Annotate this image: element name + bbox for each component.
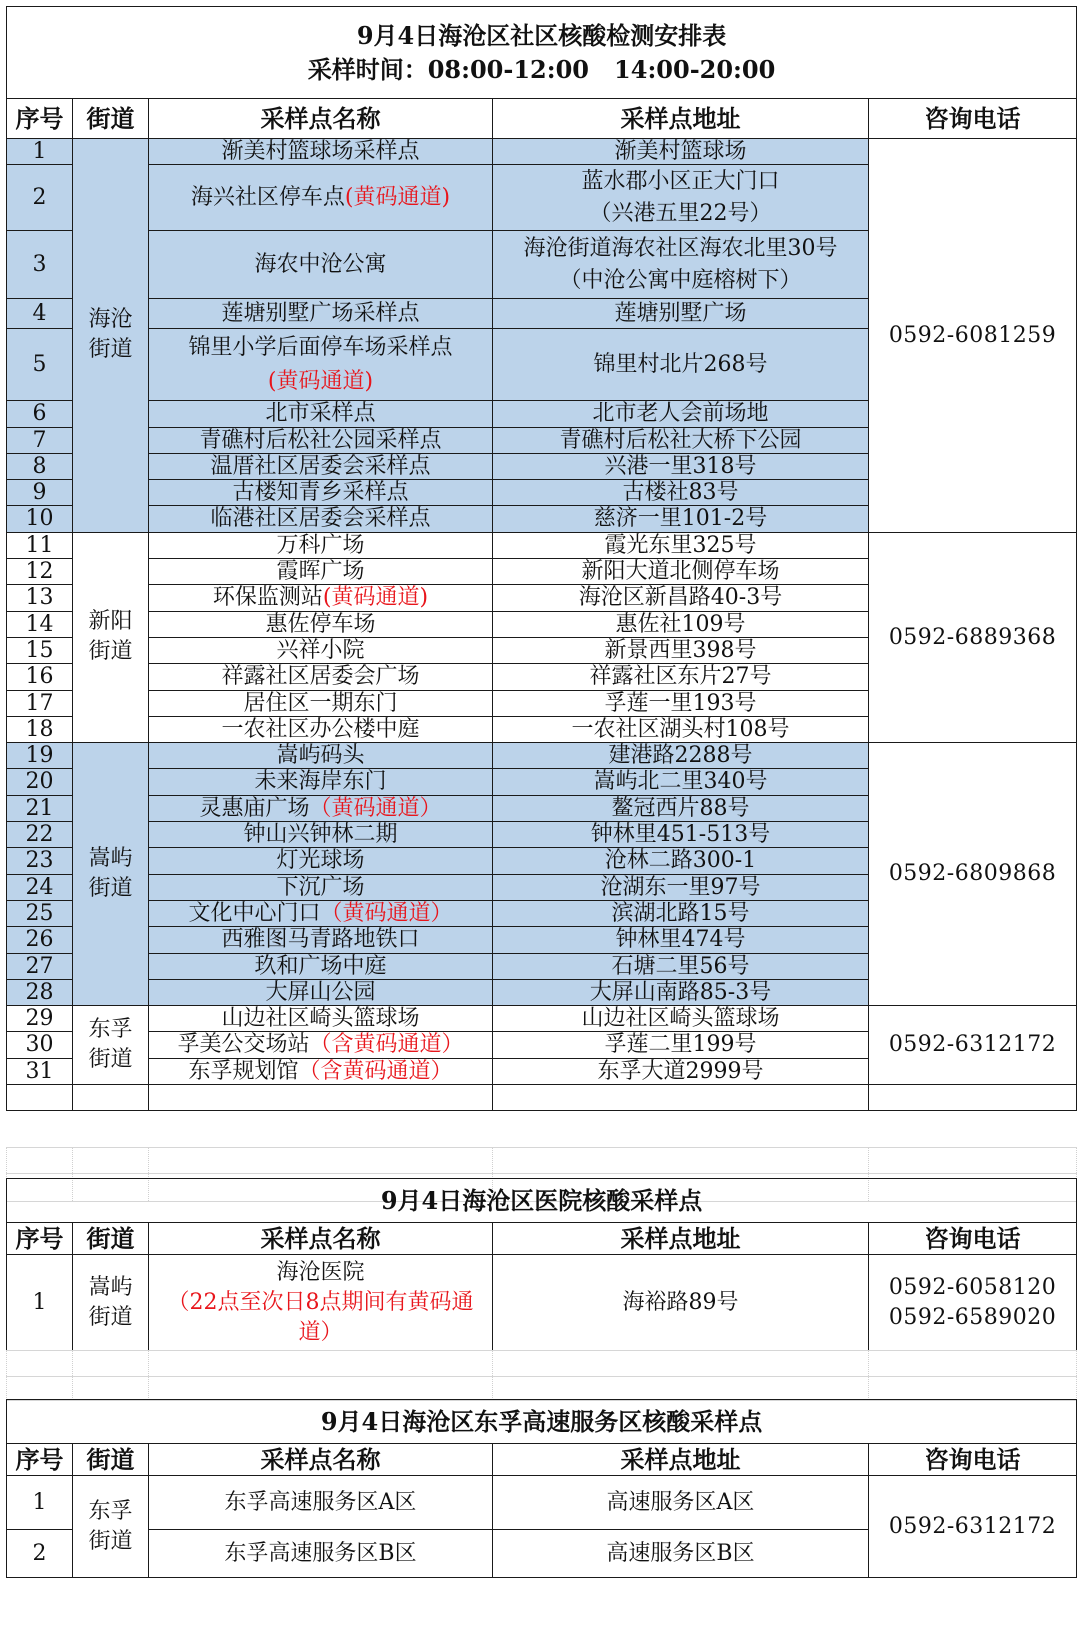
site-address: 兴港一里318号 xyxy=(493,453,869,479)
row-no: 30 xyxy=(7,1032,73,1058)
row-no: 11 xyxy=(7,532,73,558)
site-address: 锦里村北片268号 xyxy=(493,329,869,401)
site-address: 古楼社83号 xyxy=(493,480,869,506)
row-no: 26 xyxy=(7,927,73,953)
row-no: 14 xyxy=(7,611,73,637)
street-name: 海沧街道 xyxy=(88,307,133,363)
street-name: 东孚街道 xyxy=(88,1498,133,1554)
yellow-code-tag: （黄码通道） xyxy=(309,795,442,821)
yellow-code-note: （22点至次日8点期间有黄码通道） xyxy=(167,1289,474,1345)
street-name: 新阳街道 xyxy=(88,609,133,665)
street-name: 嵩屿街道 xyxy=(88,846,133,902)
site-name xyxy=(149,453,493,479)
site-name-text: 海兴社区停车点 xyxy=(190,184,345,210)
site-name-text: 灯光球场 xyxy=(276,848,365,874)
row-no: 16 xyxy=(7,664,73,690)
site-name-text: 惠佐停车场 xyxy=(265,611,376,637)
table-row xyxy=(7,743,1077,769)
row-no: 28 xyxy=(7,979,73,1005)
col-header-name: 采样点名称 xyxy=(149,99,493,139)
row-no: 3 xyxy=(7,231,73,299)
site-name xyxy=(149,822,493,848)
street-cell xyxy=(73,743,149,1006)
phone-cell: 0592-6312172 xyxy=(869,1006,1077,1085)
service-area-table xyxy=(6,1399,1077,1578)
site-name-text: 钟山兴钟林二期 xyxy=(243,822,398,848)
site-name-text: 下沉广场 xyxy=(276,874,365,900)
phone-1: 0592-6058120 xyxy=(888,1274,1057,1300)
col-header-street: 街道 xyxy=(73,1444,149,1476)
site-name xyxy=(149,979,493,1005)
site-name-text: 海沧医院 xyxy=(276,1259,365,1285)
site-address: 祥露社区东片27号 xyxy=(493,664,869,690)
col-header-phone: 咨询电话 xyxy=(869,1444,1077,1476)
site-name-text: 海农中沧公寓 xyxy=(254,252,387,278)
col-header-no: 序号 xyxy=(7,99,73,139)
site-name-text: 玖和广场中庭 xyxy=(254,953,387,979)
site-address: 孚莲二里199号 xyxy=(493,1032,869,1058)
col-header-name: 采样点名称 xyxy=(149,1223,493,1255)
site-name xyxy=(149,1255,493,1351)
site-name: 东孚高速服务区A区 xyxy=(149,1476,493,1530)
col-header-name: 采样点名称 xyxy=(149,1444,493,1476)
table-row xyxy=(7,532,1077,558)
row-no: 12 xyxy=(7,559,73,585)
site-name xyxy=(149,427,493,453)
site-name xyxy=(149,611,493,637)
site-name xyxy=(149,329,493,401)
community-schedule-table xyxy=(6,6,1077,1111)
row-no: 21 xyxy=(7,795,73,821)
site-name xyxy=(149,769,493,795)
site-address: 山边社区崎头篮球场 xyxy=(493,1006,869,1032)
site-address xyxy=(493,231,869,299)
row-no: 8 xyxy=(7,453,73,479)
header-row xyxy=(7,1444,1077,1476)
header-row xyxy=(7,99,1077,139)
site-address: 海裕路89号 xyxy=(493,1255,869,1351)
site-name xyxy=(149,231,493,299)
row-no: 31 xyxy=(7,1058,73,1084)
row-no: 5 xyxy=(7,329,73,401)
street-name: 东孚街道 xyxy=(88,1017,133,1073)
street-cell xyxy=(73,139,149,533)
site-name xyxy=(149,532,493,558)
site-name xyxy=(149,299,493,329)
site-address-line1: 海沧街道海农社区海农北里30号 xyxy=(523,235,838,261)
site-name-text: 东孚规划馆 xyxy=(188,1058,299,1084)
yellow-code-tag: (黄码通道) xyxy=(344,184,451,210)
site-address-line1: 蓝水郡小区正大门口 xyxy=(581,168,780,194)
col-header-phone: 咨询电话 xyxy=(869,99,1077,139)
site-name xyxy=(149,480,493,506)
site-name-text: 西雅图马青路地铁口 xyxy=(221,927,420,953)
site-name-text: 青礁村后松社公园采样点 xyxy=(199,427,442,453)
site-name xyxy=(149,874,493,900)
site-name-text: 环保监测站 xyxy=(212,585,323,611)
col-header-street: 街道 xyxy=(73,99,149,139)
yellow-code-tag: (黄码通道) xyxy=(322,585,429,611)
site-address: 钟林里451-513号 xyxy=(493,822,869,848)
table-title xyxy=(7,7,1077,99)
street-cell xyxy=(73,1006,149,1085)
row-no: 25 xyxy=(7,900,73,926)
site-name-text: 灵惠庙广场 xyxy=(199,795,310,821)
site-name-text: 居住区一期东门 xyxy=(243,690,398,716)
site-address: 高速服务区A区 xyxy=(493,1476,869,1530)
col-header-street: 街道 xyxy=(73,1223,149,1255)
row-no: 7 xyxy=(7,427,73,453)
yellow-code-tag: (黄码通道) xyxy=(267,368,374,394)
row-no: 2 xyxy=(7,165,73,231)
row-no: 17 xyxy=(7,690,73,716)
col-header-address: 采样点地址 xyxy=(493,99,869,139)
site-address: 嵩屿北二里340号 xyxy=(493,769,869,795)
site-address: 建港路2288号 xyxy=(493,743,869,769)
site-name xyxy=(149,139,493,165)
site-name: 东孚高速服务区B区 xyxy=(149,1530,493,1578)
site-name-text: 兴祥小院 xyxy=(276,637,365,663)
site-address-line2: （兴港五里22号） xyxy=(589,200,772,226)
row-no: 1 xyxy=(7,1255,73,1351)
service-area-title: 9月4日海沧区东孚高速服务区核酸采样点 xyxy=(7,1400,1077,1444)
site-name-text: 锦里小学后面停车场采样点 xyxy=(188,334,453,360)
site-name xyxy=(149,637,493,663)
site-name-text: 霞晖广场 xyxy=(276,559,365,585)
site-name xyxy=(149,716,493,742)
site-name-text: 万科广场 xyxy=(276,532,365,558)
site-name xyxy=(149,927,493,953)
site-name-text: 大屏山公园 xyxy=(265,979,376,1005)
phone-cell xyxy=(869,1255,1077,1351)
table-row xyxy=(7,1476,1077,1530)
row-no: 2 xyxy=(7,1530,73,1578)
street-name: 嵩屿街道 xyxy=(88,1274,133,1330)
site-address: 慈济一里101-2号 xyxy=(493,506,869,532)
site-name-text: 未来海岸东门 xyxy=(254,769,387,795)
site-address: 鳌冠西片88号 xyxy=(493,795,869,821)
phone-cell: 0592-6081259 xyxy=(869,139,1077,533)
row-no: 27 xyxy=(7,953,73,979)
table-row xyxy=(7,1255,1077,1351)
site-address xyxy=(493,165,869,231)
row-no: 22 xyxy=(7,822,73,848)
row-no: 9 xyxy=(7,480,73,506)
street-cell xyxy=(73,1476,149,1578)
site-address: 石塘二里56号 xyxy=(493,953,869,979)
site-address: 新阳大道北侧停车场 xyxy=(493,559,869,585)
row-no: 15 xyxy=(7,637,73,663)
site-address: 一农社区湖头村108号 xyxy=(493,716,869,742)
col-header-no: 序号 xyxy=(7,1223,73,1255)
row-no: 10 xyxy=(7,506,73,532)
street-cell xyxy=(73,1255,149,1351)
site-name xyxy=(149,165,493,231)
site-name-text: 渐美村篮球场采样点 xyxy=(221,139,420,164)
col-header-address: 采样点地址 xyxy=(493,1444,869,1476)
title-text: 9月4日海沧区社区核酸检测安排表 xyxy=(356,20,727,50)
row-no: 6 xyxy=(7,401,73,427)
site-address: 青礁村后松社大桥下公园 xyxy=(493,427,869,453)
table-row xyxy=(7,139,1077,165)
phone-2: 0592-6589020 xyxy=(888,1304,1057,1330)
site-name-text: 北市采样点 xyxy=(265,401,376,427)
site-name xyxy=(149,559,493,585)
site-name xyxy=(149,506,493,532)
site-address-line2: （中沧公寓中庭榕树下） xyxy=(559,267,802,293)
site-name-text: 古楼知青乡采样点 xyxy=(232,480,409,506)
hospital-table xyxy=(6,1178,1077,1351)
phone-cell: 0592-6312172 xyxy=(869,1476,1077,1578)
site-address: 沧湖东一里97号 xyxy=(493,874,869,900)
row-no: 1 xyxy=(7,1476,73,1530)
row-no: 29 xyxy=(7,1006,73,1032)
site-address: 海沧区新昌路40-3号 xyxy=(493,585,869,611)
site-address: 大屏山南路85-3号 xyxy=(493,979,869,1005)
site-name xyxy=(149,743,493,769)
site-name-text: 温厝社区居委会采样点 xyxy=(210,453,431,479)
col-header-address: 采样点地址 xyxy=(493,1223,869,1255)
sampling-time: 采样时间：08:00-12:00 14:00-20:00 xyxy=(307,54,776,84)
site-address: 北市老人会前场地 xyxy=(493,401,869,427)
site-address: 霞光东里325号 xyxy=(493,532,869,558)
site-name-text: 临港社区居委会采样点 xyxy=(210,506,431,532)
site-name xyxy=(149,1058,493,1084)
site-name-text: 莲塘别墅广场采样点 xyxy=(221,301,420,327)
site-name-text: 山边社区崎头篮球场 xyxy=(221,1006,420,1032)
row-no: 23 xyxy=(7,848,73,874)
row-no: 4 xyxy=(7,299,73,329)
site-name-text: 嵩屿码头 xyxy=(276,743,365,769)
site-name xyxy=(149,1006,493,1032)
site-address: 滨湖北路15号 xyxy=(493,900,869,926)
site-address: 高速服务区B区 xyxy=(493,1530,869,1578)
yellow-code-tag: （含黄码通道） xyxy=(298,1058,453,1084)
site-name-text: 一农社区办公楼中庭 xyxy=(221,716,420,742)
spacer-grid xyxy=(6,1350,1077,1401)
row-no: 20 xyxy=(7,769,73,795)
row-no: 18 xyxy=(7,716,73,742)
street-cell xyxy=(73,532,149,742)
header-row xyxy=(7,1223,1077,1255)
row-no: 19 xyxy=(7,743,73,769)
hospital-title: 9月4日海沧区医院核酸采样点 xyxy=(7,1179,1077,1223)
site-address: 莲塘别墅广场 xyxy=(493,299,869,329)
phone-cell: 0592-6809868 xyxy=(869,743,1077,1006)
site-address: 沧林二路300-1 xyxy=(493,848,869,874)
site-name xyxy=(149,953,493,979)
site-address: 钟林里474号 xyxy=(493,927,869,953)
site-address: 惠佐社109号 xyxy=(493,611,869,637)
site-address: 新景西里398号 xyxy=(493,637,869,663)
site-name xyxy=(149,795,493,821)
yellow-code-tag: （含黄码通道） xyxy=(309,1032,464,1058)
row-no: 1 xyxy=(7,139,73,165)
site-name xyxy=(149,401,493,427)
site-name xyxy=(149,1032,493,1058)
yellow-code-tag: （黄码通道） xyxy=(320,900,453,926)
col-header-no: 序号 xyxy=(7,1444,73,1476)
site-name-text: 文化中心门口 xyxy=(188,900,321,926)
table-row xyxy=(7,1006,1077,1032)
site-name xyxy=(149,900,493,926)
site-name-text: 祥露社区居委会广场 xyxy=(221,664,420,690)
site-name xyxy=(149,690,493,716)
row-no: 13 xyxy=(7,585,73,611)
site-address: 东孚大道2999号 xyxy=(493,1058,869,1084)
phone-cell: 0592-6889368 xyxy=(869,532,1077,742)
row-no: 24 xyxy=(7,874,73,900)
site-address: 渐美村篮球场 xyxy=(493,139,869,165)
site-name xyxy=(149,585,493,611)
site-address: 孚莲一里193号 xyxy=(493,690,869,716)
col-header-phone: 咨询电话 xyxy=(869,1223,1077,1255)
site-name-text: 孚美公交场站 xyxy=(177,1032,310,1058)
site-name xyxy=(149,664,493,690)
site-name xyxy=(149,848,493,874)
